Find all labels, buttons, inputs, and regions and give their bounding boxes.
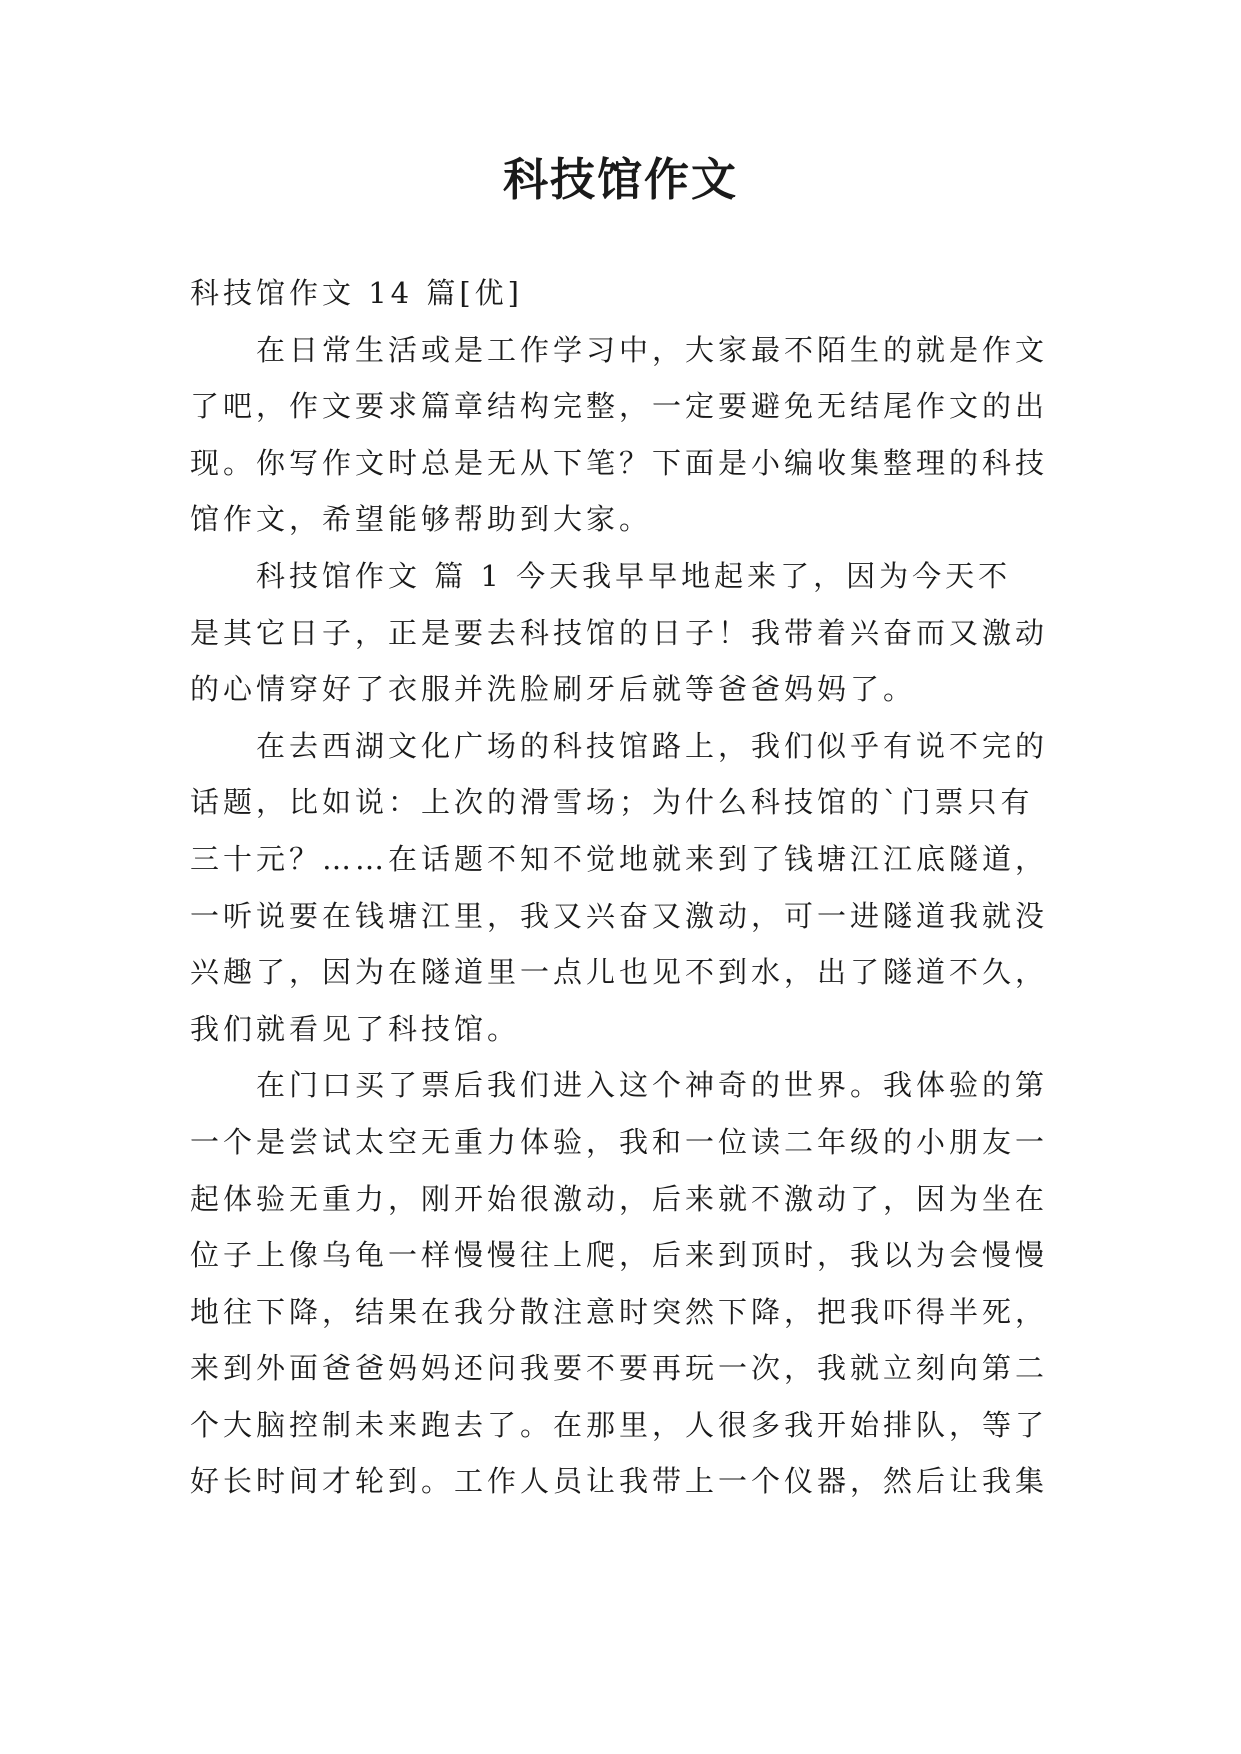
text-line: 地往下降，结果在我分散注意时突然下降，把我吓得半死， bbox=[190, 1294, 1049, 1329]
text-line: 科技馆作文 14 篇[优] bbox=[190, 276, 523, 310]
text-line: 在门口买了票后我们进入这个神奇的世界。我体验的第 bbox=[256, 1068, 1049, 1103]
text-line: 位子上像乌龟一样慢慢往上爬，后来到顶时，我以为会慢慢 bbox=[190, 1238, 1049, 1273]
text-line: 了吧，作文要求篇章结构完整，一定要避免无结尾作文的出 bbox=[190, 389, 1049, 424]
text-line: 兴趣了，因为在隧道里一点儿也见不到水，出了隧道不久， bbox=[190, 955, 1049, 990]
text-line: 三十元？……在话题不知不觉地就来到了钱塘江江底隧道， bbox=[190, 841, 1049, 876]
text-line: 好长时间才轮到。工作人员让我带上一个仪器，然后让我集 bbox=[190, 1464, 1049, 1499]
text-line: 的心情穿好了衣服并洗脸刷牙后就等爸爸妈妈了。 bbox=[190, 672, 917, 707]
document-body bbox=[190, 265, 1060, 1510]
text-line: 现。你写作文时总是无从下笔？下面是小编收集整理的科技 bbox=[190, 445, 1049, 480]
text-line: 科技馆作文 篇 1 今天我早早地起来了，因为今天不 bbox=[256, 558, 1012, 593]
text-line: 是其它日子，正是要去科技馆的日子！我带着兴奋而又激动 bbox=[190, 615, 1049, 650]
text-line: 我们就看见了科技馆。 bbox=[190, 1011, 521, 1046]
text-line: 来到外面爸爸妈妈还问我要不要再玩一次，我就立刻向第二 bbox=[190, 1351, 1049, 1386]
text-line: 在去西湖文化广场的科技馆路上，我们似乎有说不完的 bbox=[256, 728, 1049, 763]
text-line: 馆作文，希望能够帮助到大家。 bbox=[190, 502, 653, 537]
document-title: 科技馆作文 bbox=[502, 153, 738, 206]
text-line: 起体验无重力，刚开始很激动，后来就不激动了，因为坐在 bbox=[190, 1181, 1049, 1216]
text-line: 一个是尝试太空无重力体验，我和一位读二年级的小朋友一 bbox=[190, 1124, 1049, 1159]
text-line: 个大脑控制未来跑去了。在那里，人很多我开始排队，等了 bbox=[190, 1407, 1049, 1442]
text-line: 一听说要在钱塘江里，我又兴奋又激动，可一进隧道我就没 bbox=[190, 898, 1049, 933]
text-line: 话题，比如说：上次的滑雪场；为什么科技馆的`门票只有 bbox=[190, 785, 1034, 820]
text-line: 在日常生活或是工作学习中，大家最不陌生的就是作文 bbox=[256, 332, 1049, 367]
